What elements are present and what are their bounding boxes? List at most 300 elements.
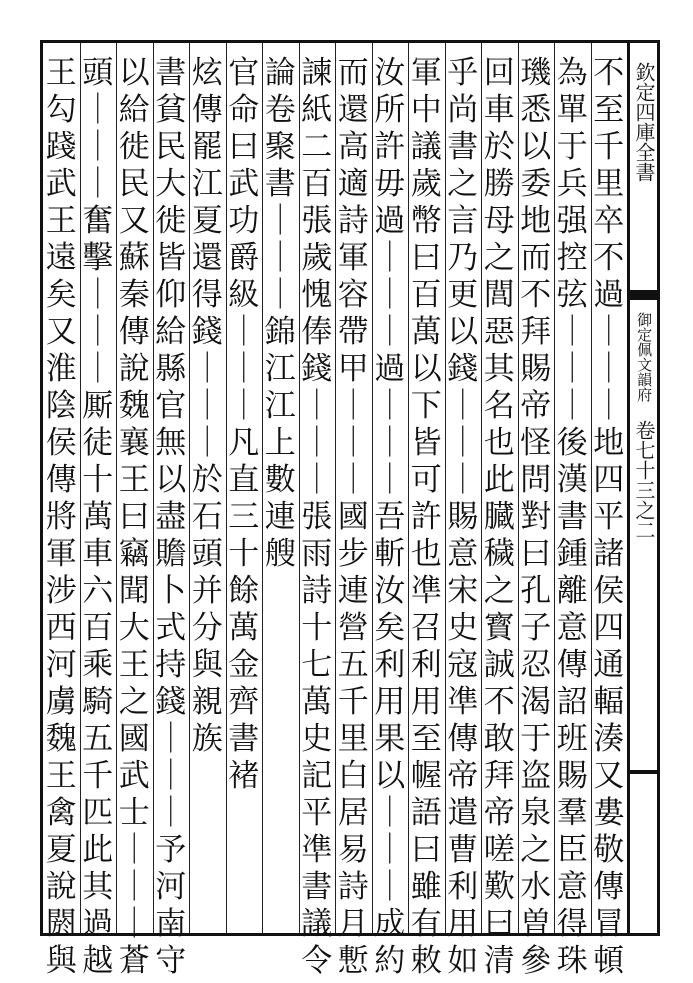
character: ｜: [593, 351, 625, 387]
character: 又: [593, 758, 625, 794]
character: 曰: [483, 906, 515, 942]
character: 還: [191, 240, 223, 276]
character: 凖: [301, 832, 333, 868]
character: 給: [155, 314, 187, 350]
character: 四: [593, 610, 625, 646]
character: 給: [118, 92, 150, 128]
text-column: [78, 55, 118, 983]
character: 矣: [374, 610, 406, 646]
character: 帝: [483, 795, 515, 831]
character: 寳: [483, 610, 515, 646]
column-separator: [554, 43, 555, 933]
character: 直: [228, 462, 260, 498]
character: 予: [155, 832, 187, 868]
column-separator: [299, 43, 300, 933]
character: 怪: [520, 425, 552, 461]
character: 汝: [374, 55, 406, 91]
character: ｜: [264, 277, 296, 313]
character: 錢: [447, 351, 479, 387]
column-separator: [518, 43, 519, 933]
character: 母: [483, 203, 515, 239]
character: 乃: [447, 240, 479, 276]
character: 騎: [82, 684, 114, 720]
character: 之: [520, 832, 552, 868]
character: ｜: [228, 388, 260, 424]
character: 之: [483, 573, 515, 609]
character: 武: [228, 166, 260, 202]
character: 閭: [483, 277, 515, 313]
character: 愧: [301, 277, 333, 313]
character: 兵: [556, 166, 588, 202]
character: 錢: [155, 684, 187, 720]
character: 過: [82, 906, 114, 942]
character: 記: [301, 758, 333, 794]
column-separator: [408, 43, 409, 933]
character: 嗟: [483, 832, 515, 868]
character: 斬: [374, 536, 406, 572]
character: 語: [410, 795, 442, 831]
character: 河: [45, 647, 77, 683]
character: ｜: [374, 277, 406, 313]
character: 書: [228, 721, 260, 757]
character: 詩: [337, 203, 369, 239]
character: 臣: [556, 832, 588, 868]
character: 矣: [45, 277, 77, 313]
character: 論: [264, 55, 296, 91]
character: 惡: [483, 314, 515, 350]
character: 四: [593, 462, 625, 498]
character: 魏: [118, 388, 150, 424]
character: 徙: [155, 203, 187, 239]
character: ｜: [155, 758, 187, 794]
character: 問: [520, 462, 552, 498]
character: 秦: [118, 277, 150, 313]
character: ｜: [118, 869, 150, 905]
character: 拜: [483, 758, 515, 794]
character: 夏: [191, 203, 223, 239]
character: 國: [337, 499, 369, 535]
character: 張: [301, 203, 333, 239]
character: 上: [264, 425, 296, 461]
character: 白: [337, 758, 369, 794]
character: 曰: [520, 536, 552, 572]
character: 子: [520, 610, 552, 646]
character: ｜: [264, 203, 296, 239]
character: 卜: [155, 573, 187, 609]
character: 匹: [82, 795, 114, 831]
character: 五: [337, 647, 369, 683]
character: 如: [447, 943, 479, 979]
character: 曰: [410, 240, 442, 276]
character: 議: [301, 906, 333, 942]
character: 不: [520, 277, 552, 313]
character: 臓: [483, 499, 515, 535]
character: 千: [593, 129, 625, 165]
character: 穢: [483, 536, 515, 572]
character: 言: [447, 203, 479, 239]
character: ｜: [191, 351, 223, 387]
character: 不: [483, 684, 515, 720]
character: 車: [483, 92, 515, 128]
character: 淮: [45, 351, 77, 387]
character: ｜: [82, 166, 114, 202]
character: 又: [118, 203, 150, 239]
column-separator: [481, 43, 482, 933]
character: 婁: [593, 795, 625, 831]
column-separator: [116, 43, 117, 933]
character: ｜: [228, 314, 260, 350]
character: 還: [337, 92, 369, 128]
character: 徒: [82, 425, 114, 461]
character: 大: [155, 166, 187, 202]
character: 高: [337, 129, 369, 165]
character: 賜: [520, 351, 552, 387]
character: 將: [45, 499, 77, 535]
character: 許: [374, 129, 406, 165]
character: 以: [410, 351, 442, 387]
character: ｜: [337, 388, 369, 424]
character: 萬: [228, 610, 260, 646]
character: ｜: [337, 462, 369, 498]
character: 石: [191, 499, 223, 535]
character: 南: [155, 906, 187, 942]
character: 幣: [410, 203, 442, 239]
character: 乘: [82, 647, 114, 683]
character: ｜: [155, 795, 187, 831]
fish-tail-top: [630, 290, 657, 300]
character: ｜: [593, 388, 625, 424]
character: 爵: [228, 240, 260, 276]
character: 竊: [118, 536, 150, 572]
character: ｜: [374, 425, 406, 461]
text-column: [297, 55, 337, 983]
character: 雖: [410, 869, 442, 905]
character: 奮: [82, 203, 114, 239]
character: 凡: [228, 425, 260, 461]
text-column: [114, 55, 154, 983]
character: 軍: [337, 240, 369, 276]
column-separator: [591, 43, 592, 933]
character: 意: [556, 610, 588, 646]
character: 得: [191, 277, 223, 313]
character: ｜: [118, 832, 150, 868]
character: 甲: [337, 351, 369, 387]
character: 書: [264, 166, 296, 202]
column-separator: [262, 43, 263, 933]
character: 回: [483, 55, 515, 91]
character: 召: [410, 610, 442, 646]
character: ｜: [301, 388, 333, 424]
character: 說: [45, 869, 77, 905]
page-frame-right-rule: [657, 40, 660, 936]
character: 曽: [520, 906, 552, 942]
character: 餘: [228, 573, 260, 609]
character: 王: [118, 462, 150, 498]
character: 意: [556, 869, 588, 905]
character: 中: [410, 92, 442, 128]
character: 式: [155, 610, 187, 646]
character: ｜: [301, 462, 333, 498]
character: 蘇: [118, 240, 150, 276]
text-column: [479, 55, 519, 983]
character: 傳: [593, 869, 625, 905]
character: 民: [118, 166, 150, 202]
character: 士: [118, 795, 150, 831]
character: 書: [447, 129, 479, 165]
character: ｜: [264, 240, 296, 276]
character: 羣: [556, 795, 588, 831]
character: 至: [410, 721, 442, 757]
character: 歲: [301, 240, 333, 276]
character: 珠: [556, 943, 588, 979]
character: 大: [118, 610, 150, 646]
character: 以: [118, 55, 150, 91]
character: 以: [520, 129, 552, 165]
character: 璣: [520, 55, 552, 91]
character: 盗: [520, 758, 552, 794]
character: 說: [118, 351, 150, 387]
character: 踐: [45, 129, 77, 165]
character: 頭: [191, 536, 223, 572]
character: 離: [556, 573, 588, 609]
character: 侯: [593, 573, 625, 609]
character: 百: [301, 166, 333, 202]
character: 遣: [447, 795, 479, 831]
character: 果: [374, 721, 406, 757]
column-separator: [226, 43, 227, 933]
character: 三: [228, 499, 260, 535]
character: 錢: [301, 351, 333, 387]
character: 數: [264, 462, 296, 498]
character: 凖: [410, 573, 442, 609]
character: 級: [228, 277, 260, 313]
character: 所: [374, 92, 406, 128]
character: 泉: [520, 795, 552, 831]
character: 民: [155, 129, 187, 165]
character: 貧: [155, 92, 187, 128]
character: 歎: [483, 869, 515, 905]
margin-volume-label: 卷七十三之二: [632, 420, 656, 540]
character: 下: [410, 388, 442, 424]
character: 千: [82, 758, 114, 794]
character: 王: [45, 55, 77, 91]
character: 遠: [45, 240, 77, 276]
character: 許: [410, 499, 442, 535]
character: 以: [374, 758, 406, 794]
character: 凖: [447, 684, 479, 720]
character: 地: [520, 203, 552, 239]
character: 賜: [556, 758, 588, 794]
column-separator: [445, 43, 446, 933]
character: 聞: [118, 573, 150, 609]
character: 罷: [191, 129, 223, 165]
character: 其: [82, 869, 114, 905]
character: ｜: [556, 351, 588, 387]
character: 約: [374, 943, 406, 979]
page-frame-top-rule: [40, 40, 660, 43]
column-separator: [335, 43, 336, 933]
character: 褚: [228, 758, 260, 794]
character: ｜: [82, 129, 114, 165]
character: 以: [155, 462, 187, 498]
character: 用: [447, 906, 479, 942]
character: ｜: [374, 869, 406, 905]
character: 魏: [45, 721, 77, 757]
character: 傳: [118, 314, 150, 350]
character: 成: [374, 906, 406, 942]
character: 為: [556, 55, 588, 91]
character: 尚: [447, 92, 479, 128]
character: 班: [556, 721, 588, 757]
character: 有: [410, 906, 442, 942]
character: 連: [337, 573, 369, 609]
character: 至: [593, 92, 625, 128]
character: ｜: [447, 388, 479, 424]
character: 張: [301, 499, 333, 535]
character: 敢: [483, 721, 515, 757]
character: 詔: [556, 684, 588, 720]
character: 皆: [410, 425, 442, 461]
column-separator: [372, 43, 373, 933]
column-separator: [80, 43, 81, 933]
character: 百: [410, 277, 442, 313]
character: 後: [556, 425, 588, 461]
character: ｜: [191, 425, 223, 461]
character: 禽: [45, 795, 77, 831]
character: 王: [118, 647, 150, 683]
character: 而: [520, 240, 552, 276]
character: 江: [191, 166, 223, 202]
character: ｜: [374, 314, 406, 350]
text-column: [260, 55, 300, 576]
character: 諫: [301, 55, 333, 91]
character: 車: [82, 536, 114, 572]
character: 軍: [45, 536, 77, 572]
character: 雨: [301, 536, 333, 572]
character: 十: [82, 462, 114, 498]
character: 厮: [82, 388, 114, 424]
character: 持: [155, 647, 187, 683]
character: 以: [447, 314, 479, 350]
text-column: [187, 55, 227, 761]
column-separator: [189, 43, 190, 933]
margin-book-subtitle: 御定佩文韻府: [635, 312, 654, 402]
character: 也: [410, 536, 442, 572]
character: 國: [118, 721, 150, 757]
character: 五: [82, 721, 114, 757]
character: 此: [82, 832, 114, 868]
character: 西: [45, 610, 77, 646]
character: ｜: [228, 351, 260, 387]
character: 幄: [410, 758, 442, 794]
character: 悉: [520, 92, 552, 128]
character: 容: [337, 277, 369, 313]
character: 里: [337, 721, 369, 757]
character: 聚: [264, 129, 296, 165]
text-column: [406, 55, 446, 983]
character: 之: [118, 684, 150, 720]
character: 於: [483, 129, 515, 165]
character: 命: [228, 92, 260, 128]
character: 步: [337, 536, 369, 572]
character: 得: [556, 906, 588, 942]
fish-tail-bottom: [630, 770, 657, 774]
character: 頭: [82, 55, 114, 91]
character: 輻: [593, 684, 625, 720]
character: ｜: [374, 240, 406, 276]
character: 寇: [447, 647, 479, 683]
character: 贍: [155, 536, 187, 572]
character: 夏: [45, 832, 77, 868]
character: ｜: [556, 314, 588, 350]
character: 弦: [556, 277, 588, 313]
character: 虜: [45, 684, 77, 720]
text-column: [516, 55, 556, 983]
character: ｜: [82, 92, 114, 128]
character: 卷: [264, 92, 296, 128]
character: 武: [118, 758, 150, 794]
character: 史: [447, 610, 479, 646]
character: 江: [264, 388, 296, 424]
character: 十: [301, 610, 333, 646]
character: 用: [410, 684, 442, 720]
character: 于: [556, 129, 588, 165]
character: 閼: [45, 906, 77, 942]
character: 千: [337, 684, 369, 720]
character: 錢: [191, 314, 223, 350]
character: 詩: [301, 573, 333, 609]
character: 曰: [118, 499, 150, 535]
character: 于: [520, 721, 552, 757]
character: 曹: [447, 832, 479, 868]
character: 萬: [301, 684, 333, 720]
character: ｜: [191, 388, 223, 424]
character: ｜: [337, 425, 369, 461]
character: 月: [337, 906, 369, 942]
character: 官: [155, 388, 187, 424]
column-separator: [153, 43, 154, 933]
character: 皆: [155, 240, 187, 276]
character: 諸: [593, 536, 625, 572]
character: 武: [45, 166, 77, 202]
character: 帝: [447, 758, 479, 794]
character: 萬: [82, 499, 114, 535]
character: 炫: [191, 55, 223, 91]
character: 艘: [264, 536, 296, 572]
character: 意: [447, 536, 479, 572]
character: 平: [593, 499, 625, 535]
character: 官: [228, 55, 260, 91]
character: 盡: [155, 499, 187, 535]
character: 而: [337, 55, 369, 91]
character: 卒: [593, 203, 625, 239]
character: 蒼: [118, 943, 150, 979]
character: 功: [228, 203, 260, 239]
character: 二: [301, 129, 333, 165]
character: 勾: [45, 92, 77, 128]
character: 參: [520, 943, 552, 979]
character: 里: [593, 166, 625, 202]
character: 忍: [520, 647, 552, 683]
character: 侯: [45, 425, 77, 461]
character: 清: [483, 943, 515, 979]
character: 賜: [447, 499, 479, 535]
character: 單: [556, 92, 588, 128]
character: ｜: [374, 388, 406, 424]
character: ｜: [82, 314, 114, 350]
character: 之: [483, 240, 515, 276]
character: 利: [374, 647, 406, 683]
